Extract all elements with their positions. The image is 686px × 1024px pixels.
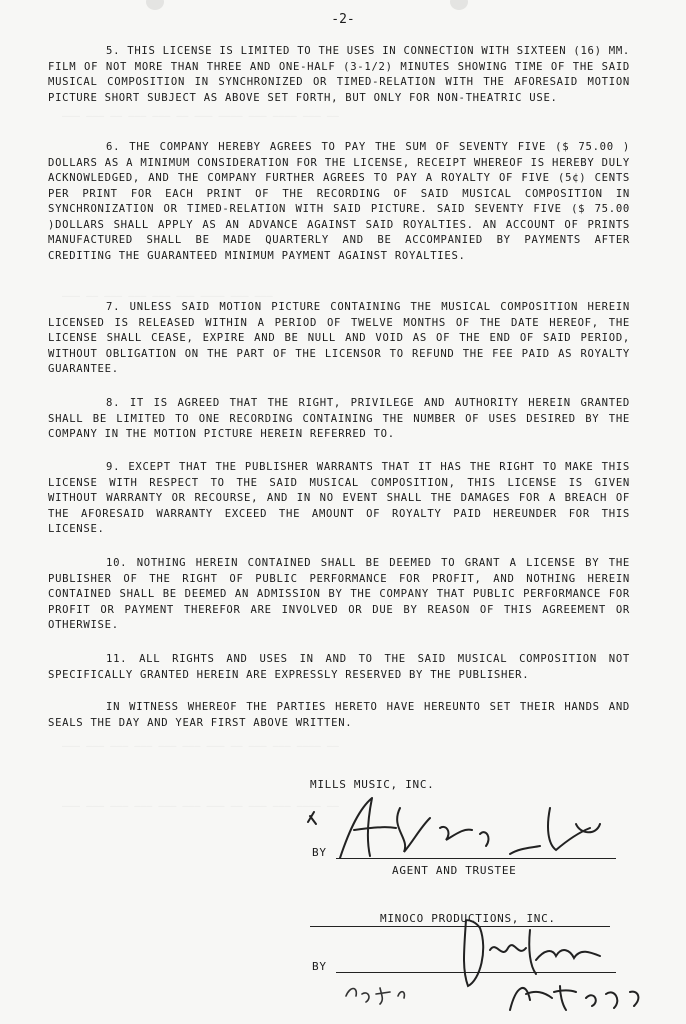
paragraph-7: 7. UNLESS SAID MOTION PICTURE CONTAINING THE MUSICAL COMPOSITION HEREIN LICENSED IS RELEASED WITHIN A PERIOD OF TWELVE MONTHS OF THE DATE HEREOF, THE LICENSE SHALL CEASE, EXPIRE AND BE NULL AND VOID AS OF THE END OF SAID PERIOD, WITHOUT OBLIGATION ON THE PART OF THE LICENSOR TO REFUND THE FEE PAID AS ROYALTY GUARANTEE. xyxy=(48,301,630,375)
by-label: BY xyxy=(312,960,327,973)
bleed-through-text: ——— ——— —— ——— ——— —— ——— ———— ——— ———— ——— —— xyxy=(62,111,339,122)
paragraph-6: 6. THE COMPANY HEREBY AGREES TO PAY THE SUM OF SEVENTY FIVE ($ 75.00 ) DOLLARS AS A MINIMUM CONSIDERATION FOR THE LICENSE, RECEIPT WHEREOF IS HEREBY DULY ACKNOWLEDGED, AND THE COMPANY FURTHER AGREES TO PAY A ROYALTY OF FIVE (5¢) CENTS PER PRINT FOR EACH PRINT OF THE RECORDING OF SAID MUSICAL COMPOSITION IN SYNCHRONIZATION OR TIMED-RELATION WITH SAID PICTURE. SAID SEVENTY FIVE ($ 75.00 )DOLLARS SHALL APPLY AS AN ADVANCE AGAINST SAID ROYALTIES. AN ACCOUNT OF PRINTS MANUFACTURED SHALL BE MADE QUARTERLY AND BE ACCOMPANIED BY PAYMENTS AFTER CREDITING THE GUARANTEED MINIMUM PAYMENT AGAINST ROYALTIES. xyxy=(48,141,630,262)
licensor-role: AGENT AND TRUSTEE xyxy=(392,864,517,877)
bleed-through-text: ——— —— ——— ——— ——— ——— ———— ——— ——— xyxy=(62,291,273,302)
licensor-name: MILLS MUSIC, INC. xyxy=(310,778,435,791)
bleed-through-text: ——— ——— ——— ——— ——— ——— ——— —— ——— ——— ———— —— xyxy=(62,741,339,752)
paragraph-9: 9. EXCEPT THAT THE PUBLISHER WARRANTS THAT IT HAS THE RIGHT TO MAKE THIS LICENSE WITH RESPECT TO THE SAID MUSICAL COMPOSITION, THIS LICENSE IS GIVEN WITHOUT WARRANTY OR RECOURSE, AND IN NO EVENT SHALL THE DAMAGES FOR A BREACH OF THE AFORESAID WARRANTY EXCEED THE AMOUNT OF ROYALTY PAID HEREUNDER FOR THIS LICENSE. xyxy=(48,461,630,535)
handwritten-initials xyxy=(340,976,430,1006)
company-name: MINOCO PRODUCTIONS, INC. xyxy=(380,912,556,925)
bleed-through-text: ——— ——— ——— ——— ——— ——— ——— —— ——— ——— ———— —— xyxy=(62,801,339,812)
page-number: -2- xyxy=(331,12,355,27)
witness-clause: IN WITNESS WHEREOF THE PARTIES HERETO HAVE HEREUNTO SET THEIR HANDS AND SEALS THE DAY AND YEAR FIRST ABOVE WRITTEN. xyxy=(48,701,630,729)
paragraph-5: 5. THIS LICENSE IS LIMITED TO THE USES IN CONNECTION WITH SIXTEEN (16) MM. FILM OF NOT MORE THAN THREE AND ONE-HALF (3-1/2) MINUTES SHOWING TIME OF THE SAID MUSICAL COMPOSITION IN SYNCHRONIZED OR TIMED-RELATION WITH THE AFORESAID MOTION PICTURE SHORT SUBJECT AS ABOVE SET FORTH, BUT ONLY FOR NON-THEATRIC USE. xyxy=(48,45,631,104)
paragraph-8: 8. IT IS AGREED THAT THE RIGHT, PRIVILEGE AND AUTHORITY HEREIN GRANTED SHALL BE LIMITED TO ONE RECORDING CONTAINING THE NUMBER OF USES DESIRED BY THE COMPANY IN THE MOTION PICTURE HEREIN REFERRED TO. xyxy=(48,397,630,440)
signature-line xyxy=(336,858,616,859)
paragraph-11: 11. ALL RIGHTS AND USES IN AND TO THE SAID MUSICAL COMPOSITION NOT SPECIFICALLY GRANTED HEREIN ARE EXPRESSLY RESERVED BY THE PUBLISHER. xyxy=(48,653,631,681)
signature-line xyxy=(310,926,610,927)
by-label: BY xyxy=(312,846,327,859)
handwritten-signature-company xyxy=(330,890,660,1020)
paragraph-10: 10. NOTHING HEREIN CONTAINED SHALL BE DEEMED TO GRANT A LICENSE BY THE PUBLISHER OF THE RIGHT OF PUBLIC PERFORMANCE FOR PROFIT, AND NOTHING HEREIN CONTAINED SHALL BE DEEMED AN ADMISSION BY THE COMPANY THAT PUBLIC PERFORMANCE FOR PROFIT OR PAYMENT THEREFOR ARE INVOLVED OR DUE BY REASON OF THIS AGREEMENT OR OTHERWISE. xyxy=(48,557,631,631)
signature-line xyxy=(336,972,616,973)
punch-hole xyxy=(146,0,164,10)
punch-hole xyxy=(450,0,468,10)
